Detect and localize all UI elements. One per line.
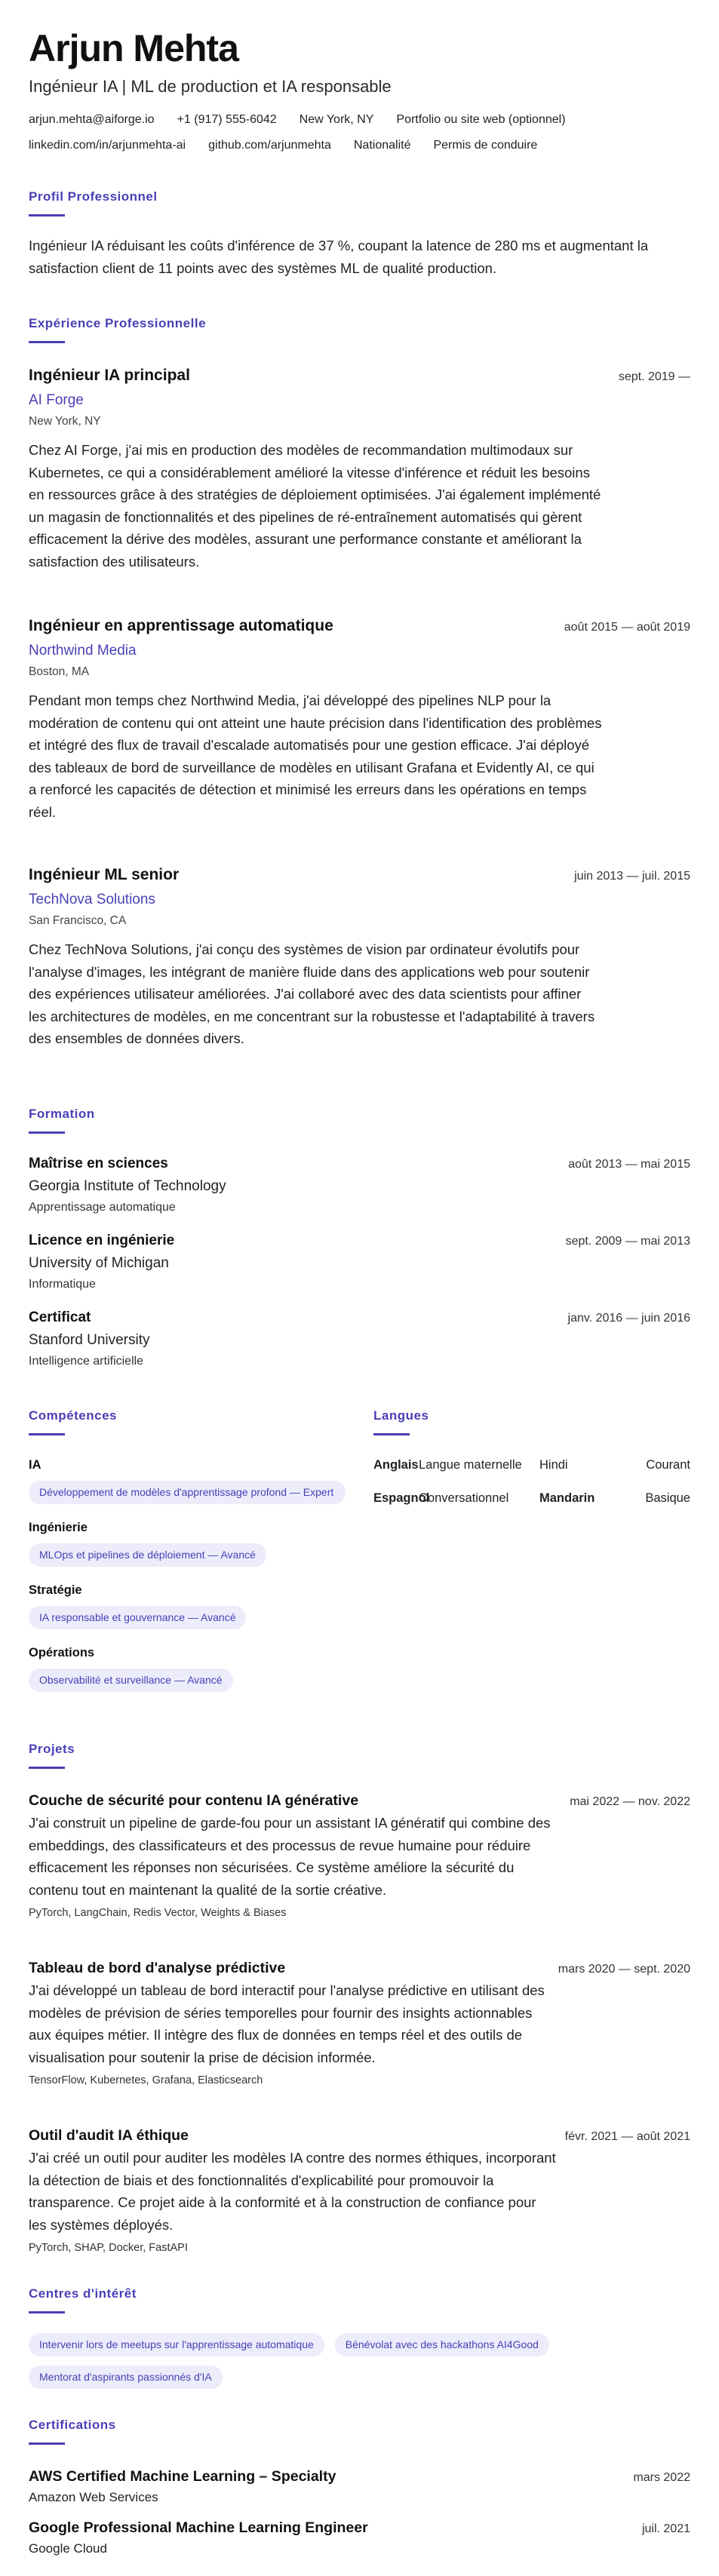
project-entry [29,1958,690,2088]
skills-languages-row [29,1408,690,1692]
section-rule [29,1131,65,1134]
education-degree: Certificat [29,1309,91,1325]
contact-nationality: Nationalité [353,139,411,152]
section-rule [29,1767,65,1769]
experience-dates: août 2015 — août 2019 [564,621,690,634]
education-field: Intelligence artificielle [29,1355,144,1368]
project-dates: mars 2020 — sept. 2020 [558,1963,690,1976]
education-school: Stanford University [29,1332,150,1348]
language-row [373,1457,690,1473]
project-description: J'ai développé un tableau de bord interactif pour l'analyse prédictive en utilisant des modèles de prévision de séries temporelles pour fournir des insights actionnables aux équipes métier. Il intègre des flux de données en temps réel et des outils de visualisation pour soutenir la prise de décision informée. [29,1982,545,2065]
experience-entry [29,365,690,573]
experience-section [29,315,690,343]
experience-location: San Francisco, CA [29,914,127,927]
experience-role: Ingénieur IA principal [29,367,190,384]
education-field: Apprentissage automatique [29,1201,176,1214]
skill-pill: MLOps et pipelines de déploiement — Avancé [29,1543,266,1567]
experience-location: New York, NY [29,415,101,428]
certification-entry [29,2467,690,2506]
project-entry [29,2126,690,2255]
experience-role: Ingénieur en apprentissage automatique [29,617,333,634]
skill-group [29,1644,373,1692]
project-entry [29,1791,690,1920]
experience-dates: sept. 2019 — [618,370,690,383]
contact-list [29,112,647,154]
language-row [373,1490,690,1506]
skill-category: Stratégie [29,1583,82,1597]
project-tech: PyTorch, SHAP, Docker, FastAPI [29,2242,188,2254]
certification-entry [29,2518,690,2557]
contact-driving-license: Permis de conduire [433,139,538,152]
education-dates: janv. 2016 — juin 2016 [567,1312,690,1325]
language-level: Langue maternelle [419,1458,522,1472]
profile-summary: Ingénieur IA réduisant les coûts d'inférence de 37 %, coupant la latence de 280 ms et augmentant la satisfaction client de 11 points avec des systèmes ML de qualité production. [29,238,649,276]
experience-role: Ingénieur ML senior [29,866,180,883]
education-degree: Licence en ingénierie [29,1233,175,1248]
skill-group [29,1457,373,1504]
skill-group [29,1582,373,1629]
education-section [29,1106,690,1134]
project-dates: févr. 2021 — août 2021 [564,2130,690,2143]
skill-category: Ingénierie [29,1521,88,1534]
project-name: Tableau de bord d'analyse prédictive [29,1960,286,1976]
project-description: J'ai construit un pipeline de garde-fou pour un assistant IA génératif qui combine des embeddings, des classificateurs et des processus de revue humaine pour réduire efficacement les réponses non sécurisées. Ce système améliore la sécurité du contenu tout en maintenant la qualité de la sortie créative. [29,1815,551,1898]
experience-location: Boston, MA [29,665,90,678]
language-name: Hindi [539,1458,568,1472]
project-dates: mai 2022 — nov. 2022 [570,1795,690,1808]
education-entry [29,1154,690,1216]
section-title-languages: Langues [373,1408,429,1423]
projects-section [29,1741,690,1769]
profile-section [29,189,690,280]
language-level: Basique [645,1491,690,1505]
experience-company: TechNova Solutions [29,892,155,907]
contact-email[interactable]: arjun.mehta@aiforge.io [29,113,155,126]
section-rule [29,214,65,216]
certifications-section [29,2417,690,2445]
section-title-skills: Compétences [29,1408,117,1423]
certification-date: juil. 2021 [641,2522,690,2535]
section-rule [29,1433,65,1435]
section-rule [373,1433,410,1435]
experience-dates: juin 2013 — juil. 2015 [574,870,690,883]
experience-company: Northwind Media [29,643,137,659]
skill-category: Opérations [29,1646,95,1660]
contact-portfolio[interactable]: Portfolio ou site web (optionnel) [396,113,566,126]
interest-pill: Intervenir lors de meetups sur l'apprentissage automatique [29,2333,324,2356]
experience-company: AI Forge [29,392,84,408]
education-field: Informatique [29,1278,96,1291]
skill-pill: IA responsable et gouvernance — Avancé [29,1606,246,1629]
project-tech: PyTorch, LangChain, Redis Vector, Weights & Biases [29,1907,287,1919]
language-level: Conversationnel [419,1491,509,1505]
education-dates: sept. 2009 — mai 2013 [565,1235,690,1248]
experience-description: Chez TechNova Solutions, j'ai conçu des systèmes de vision par ordinateur évolutifs pour l'analyse d'images, les intégrant de manière fluide dans des applications web pour soutenir des expériences utilisateur améliorées. J'ai collaboré avec des data scientists pour affiner les architectures de modèles, en me concentrant sur la robustesse et l'adaptabilité à travers des ensembles de données divers. [29,941,595,1046]
section-rule [29,341,65,343]
experience-description: Pendant mon temps chez Northwind Media, j'ai développé des pipelines NLP pour la modération de contenu qui ont atteint une haute précision dans l'identification des problèmes et intégré des flux de travail d'escalade automatisés pour une gestion efficace. J'ai déployé des tableaux de bord de surveillance de modèles en utilisant Grafana et Evidently AI, ce qui a renforcé les capacités de détection et minimisé les erreurs dans les opérations en temps réel. [29,692,602,820]
certification-name: Google Professional Machine Learning Engineer [29,2519,368,2536]
education-dates: août 2013 — mai 2015 [568,1158,690,1171]
contact-linkedin[interactable]: linkedin.com/in/arjunmehta-ai [29,139,186,152]
skill-pill: Développement de modèles d'apprentissage profond — Expert [29,1481,346,1504]
education-degree: Maîtrise en sciences [29,1156,168,1171]
section-title-interests: Centres d'intérêt [29,2286,137,2301]
education-school: Georgia Institute of Technology [29,1178,226,1194]
contact-github[interactable]: github.com/arjunmehta [208,139,331,152]
contact-phone[interactable]: +1 (917) 555-6042 [177,113,277,126]
section-title-profile: Profil Professionnel [29,189,158,204]
section-title-projects: Projets [29,1742,75,1756]
skill-pill: Observabilité et surveillance — Avancé [29,1669,233,1692]
experience-entry [29,616,690,823]
skills-section [29,1408,373,1692]
candidate-headline: Ingénieur IA | ML de production et IA responsable [29,77,392,96]
certification-issuer: Google Cloud [29,2541,107,2556]
section-rule [29,2442,65,2445]
language-name: Espagnol [373,1491,430,1505]
language-level: Courant [646,1458,690,1472]
interests-list [29,2333,632,2389]
resume-header [29,27,690,154]
section-title-certifications: Certifications [29,2418,116,2432]
contact-location: New York, NY [299,113,374,126]
project-name: Couche de sécurité pour contenu IA générative [29,1792,359,1809]
project-description: J'ai créé un outil pour auditer les modèles IA contre des normes éthiques, incorporant la détection de biais et des fonctionnalités d'explicabilité pour promouvoir la transparence. Ce projet aide à la conformité et à la construction de confiance pour les systèmes déployés. [29,2150,556,2233]
candidate-name: Arjun Mehta [29,27,238,69]
interest-pill: Mentorat d'aspirants passionnés d'IA [29,2366,223,2389]
interests-section [29,2286,690,2389]
language-name: Anglais [373,1458,419,1472]
interest-pill: Bénévolat avec des hackathons AI4Good [335,2333,549,2356]
experience-description: Chez AI Forge, j'ai mis en production des modèles de recommandation multimodaux sur Kubernetes, ce qui a considérablement amélioré la vitesse d'inférence et réduit les besoins en ressources grâce à des stratégies de déploiement optimisées. J'ai également implémenté un magasin de fonctionnalités et des pipelines de ré-entraînement automatisés qui gèrent efficacement la dérive des modèles, assurant une performance constante et améliorant la satisfaction des utilisateurs. [29,442,601,570]
language-name: Mandarin [539,1491,595,1505]
education-entry [29,1231,690,1293]
skill-group [29,1519,373,1567]
languages-section [373,1408,690,1692]
certification-issuer: Amazon Web Services [29,2490,158,2504]
project-tech: TensorFlow, Kubernetes, Grafana, Elasticsearch [29,2074,263,2086]
education-entry [29,1308,690,1370]
certification-date: mars 2022 [633,2471,690,2484]
education-school: University of Michigan [29,1255,169,1271]
experience-entry [29,864,690,1050]
section-title-experience: Expérience Professionnelle [29,316,207,330]
section-rule [29,2311,65,2313]
project-name: Outil d'audit IA éthique [29,2127,189,2144]
certification-name: AWS Certified Machine Learning – Specialty [29,2468,336,2485]
skill-category: IA [29,1458,41,1472]
section-title-education: Formation [29,1107,95,1121]
